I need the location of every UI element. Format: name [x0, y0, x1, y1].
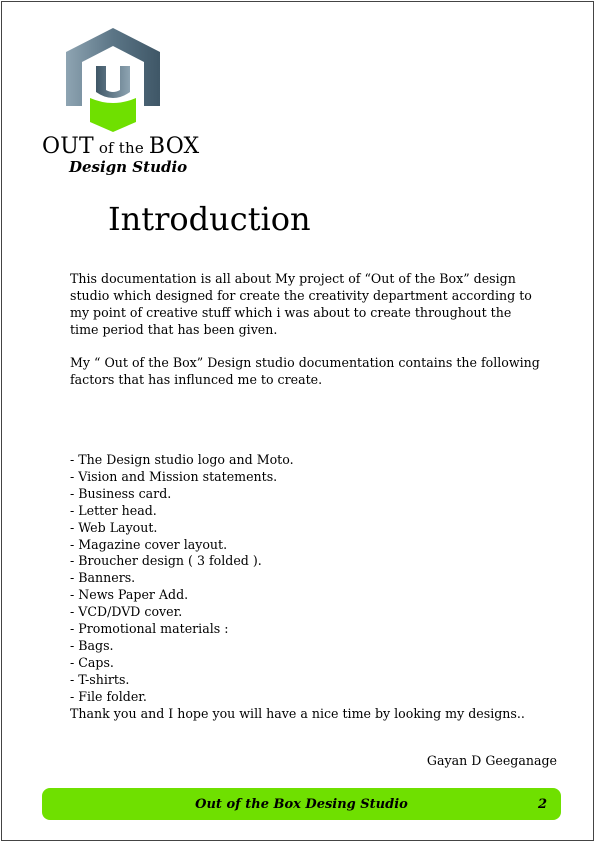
list-item: - Broucher design ( 3 folded ). [70, 553, 262, 569]
page-number: 2 [537, 797, 547, 812]
closing-line: Thank you and I hope you will have a nice time by looking my designs.. [70, 706, 525, 721]
page-title: Introduction [108, 200, 311, 238]
list-item: - Caps. [70, 654, 114, 670]
logo-tagline: Design Studio [69, 158, 188, 176]
list-item: - T-shirts. [70, 671, 130, 687]
footer-text: Out of the Box Desing Studio [195, 797, 408, 812]
logo-name-box: BOX [148, 134, 200, 159]
list-item: - Business card. [70, 485, 172, 501]
list-item: - Magazine cover layout. [70, 536, 228, 552]
list-item: - Promotional materials : [70, 621, 229, 637]
list-item: - News Paper Add. [70, 587, 189, 603]
studio-logo-icon [62, 26, 164, 134]
list-item: - Vision and Mission statements. [70, 468, 278, 484]
list-item: - Bags. [70, 637, 114, 653]
factors-paragraph: My “ Out of the Box” Design studio documentation contains the following factors that has influnced me to create. [70, 355, 540, 387]
list-item: - Banners. [70, 570, 136, 586]
list-item: - Letter head. [70, 502, 157, 518]
list-item: - VCD/DVD cover. [70, 604, 183, 620]
list-item: - Web Layout. [70, 519, 158, 535]
intro-paragraph: This documentation is all about My project of “Out of the Box” design studio which designed for create the creativity department according to my point of creative stuff which i was about to create throughout the time period that has been given. [70, 271, 532, 337]
author-signature: Gayan D Geeganage [426, 753, 557, 768]
list-item: - The Design studio logo and Moto. [70, 452, 294, 467]
logo-name-out: OUT [42, 134, 94, 159]
logo-name-middle: of the [93, 139, 149, 157]
footer-bar [42, 788, 561, 820]
factor-list [70, 452, 294, 706]
list-item: - File folder. [70, 688, 147, 704]
